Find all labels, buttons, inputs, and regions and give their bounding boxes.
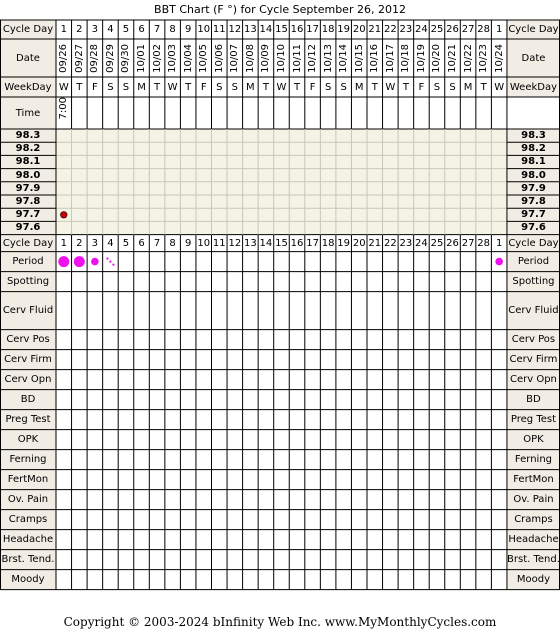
spotting-label-right: Spotting	[507, 272, 560, 292]
cycle-day-cell: 19	[336, 235, 352, 252]
cycle-day-cell: 4	[103, 20, 119, 39]
weekday-cell: W	[56, 77, 72, 97]
weekday-cell: W	[383, 77, 399, 97]
temp-tick-label: 97.7	[0, 208, 56, 221]
date-text: 10/24	[493, 43, 505, 73]
cerv-pos-label-right: Cerv Pos	[507, 330, 560, 350]
cycle-day-cell: 17	[305, 20, 321, 39]
cycle-day-cell: 7	[149, 20, 165, 39]
temp-tick-label: 97.6	[0, 221, 56, 234]
cycle-day-cell: 18	[320, 235, 336, 252]
cycle-day-cell: 3	[87, 20, 103, 39]
cycle-day-cell: 10	[196, 235, 212, 252]
date-text: 09/29	[104, 43, 116, 73]
preg-test-label-right: Preg Test	[507, 410, 560, 430]
weekday-cell: T	[180, 77, 196, 97]
date-cell	[72, 39, 88, 77]
date-cell	[398, 39, 414, 77]
time-cell	[274, 97, 290, 129]
cycle-day-cell: 1	[491, 20, 507, 39]
spotting-label: Spotting	[0, 272, 56, 292]
weekday-cell: W	[274, 77, 290, 97]
weekday-cell: F	[305, 77, 321, 97]
time-cell	[180, 97, 196, 129]
temp-tick-label-right: 98.3	[507, 129, 560, 142]
period-marker	[91, 258, 99, 266]
headache-label-right: Headache	[507, 530, 560, 550]
weekday-cell: S	[227, 77, 243, 97]
temp-tick-label-right: 97.7	[507, 208, 560, 221]
weekday-cell: T	[398, 77, 414, 97]
cycle-day-cell: 23	[398, 20, 414, 39]
cycle-day-cell: 10	[196, 20, 212, 39]
date-text: 10/05	[198, 43, 210, 73]
cycle-day-cell: 2	[72, 20, 88, 39]
cerv-firm-label: Cerv Firm	[0, 350, 56, 370]
time-cell	[460, 97, 476, 129]
date-text: 10/23	[478, 43, 490, 73]
period-label-right: Period	[507, 252, 560, 272]
cycle-day-cell: 26	[445, 235, 461, 252]
copyright-footer: Copyright © 2003-2024 bInfinity Web Inc. www.MyMonthlyCycles.com	[63, 615, 497, 629]
cycle-day-cell: 4	[103, 235, 119, 252]
date-cell	[274, 39, 290, 77]
cycle-day-cell: 14	[258, 235, 274, 252]
cycle-day-label-right: Cycle Day	[507, 20, 560, 39]
date-cell	[180, 39, 196, 77]
weekday-cell: S	[336, 77, 352, 97]
cerv-opn-label: Cerv Opn	[0, 370, 56, 390]
time-cell	[429, 97, 445, 129]
time-cell	[258, 97, 274, 129]
cycle-day-cell: 13	[243, 20, 259, 39]
time-cell	[212, 97, 228, 129]
date-text: 09/26	[58, 43, 70, 73]
temp-tick-label: 97.9	[0, 182, 56, 195]
cerv-firm-label-right: Cerv Firm	[507, 350, 560, 370]
weekday-cell: T	[149, 77, 165, 97]
ferning-label: Ferning	[0, 450, 56, 470]
weekday-label: WeekDay	[0, 77, 56, 97]
cycle-day-cell: 15	[274, 20, 290, 39]
weekday-cell: W	[491, 77, 507, 97]
date-text: 10/03	[167, 43, 179, 73]
date-cell	[118, 39, 134, 77]
temp-tick-label-right: 98.1	[507, 155, 560, 168]
cerv-fluid-label-right: Cerv Fluid	[507, 292, 560, 330]
cycle-day-cell: 22	[383, 235, 399, 252]
date-cell	[227, 39, 243, 77]
time-cell	[56, 97, 72, 129]
date-cell	[243, 39, 259, 77]
moody-label: Moody	[0, 570, 56, 590]
date-text: 10/18	[400, 43, 412, 73]
cycle-day-cell: 7	[149, 235, 165, 252]
cycle-day-cell: 12	[227, 20, 243, 39]
cycle-day-cell: 27	[460, 235, 476, 252]
cycle-day-cell: 25	[429, 235, 445, 252]
date-cell	[367, 39, 383, 77]
temp-tick-label-right: 97.9	[507, 182, 560, 195]
date-text: 10/22	[462, 43, 474, 73]
date-text: 09/27	[73, 43, 85, 73]
temperature-point	[60, 212, 67, 219]
time-cell	[243, 97, 259, 129]
cycle-day-label: Cycle Day	[0, 20, 56, 39]
date-cell	[351, 39, 367, 77]
date-cell	[134, 39, 150, 77]
date-cell	[491, 39, 507, 77]
cycle-day-cell: 22	[383, 20, 399, 39]
date-text: 10/02	[151, 43, 163, 73]
time-cell	[414, 97, 430, 129]
cycle-day-cell: 18	[320, 20, 336, 39]
preg-test-label: Preg Test	[0, 410, 56, 430]
cycle-day-cell: 8	[165, 20, 181, 39]
date-cell	[103, 39, 119, 77]
cycle-day-cell: 17	[305, 235, 321, 252]
ov-pain-label-right: Ov. Pain	[507, 490, 560, 510]
time-cell	[118, 97, 134, 129]
opk-label-right: OPK	[507, 430, 560, 450]
weekday-cell: M	[134, 77, 150, 97]
cycle-day-cell: 16	[289, 20, 305, 39]
temp-tick-label-right: 98.0	[507, 169, 560, 182]
period-label: Period	[0, 252, 56, 272]
time-cell	[398, 97, 414, 129]
cycle-day-cell: 27	[460, 20, 476, 39]
time-cell	[305, 97, 321, 129]
cycle-day-cell: 20	[351, 20, 367, 39]
moody-label-right: Moody	[507, 570, 560, 590]
temp-tick-label-right: 98.2	[507, 142, 560, 155]
cycle-day-cell: 21	[367, 235, 383, 252]
date-text: 10/07	[229, 43, 241, 73]
temp-tick-label-right: 97.8	[507, 195, 560, 208]
fertmon-label-right: FertMon	[507, 470, 560, 490]
bd-label: BD	[0, 390, 56, 410]
date-text: 10/16	[369, 43, 381, 73]
period-marker	[74, 256, 85, 267]
cycle-day-cell: 9	[180, 235, 196, 252]
temperature-area	[56, 129, 507, 235]
date-text: 10/01	[136, 43, 148, 73]
time-cell	[320, 97, 336, 129]
weekday-cell: F	[196, 77, 212, 97]
date-text: 10/08	[244, 43, 256, 73]
time-text: 7:00	[58, 97, 70, 120]
cycle-day-label: Cycle Day	[0, 235, 56, 252]
weekday-label-right: WeekDay	[507, 77, 560, 97]
cerv-pos-label: Cerv Pos	[0, 330, 56, 350]
date-cell	[320, 39, 336, 77]
headache-label: Headache	[0, 530, 56, 550]
weekday-cell: M	[243, 77, 259, 97]
cycle-day-cell: 12	[227, 235, 243, 252]
date-text: 10/10	[275, 43, 287, 73]
time-cell	[351, 97, 367, 129]
date-cell	[336, 39, 352, 77]
cycle-day-cell: 14	[258, 20, 274, 39]
date-cell	[414, 39, 430, 77]
cycle-day-cell: 11	[212, 235, 228, 252]
time-cell	[72, 97, 88, 129]
time-cell	[491, 97, 507, 129]
period-spotting-dot	[112, 264, 114, 266]
time-cell	[383, 97, 399, 129]
time-cell	[476, 97, 492, 129]
date-text: 09/28	[89, 43, 101, 73]
date-cell	[305, 39, 321, 77]
date-cell	[165, 39, 181, 77]
cycle-day-cell: 25	[429, 20, 445, 39]
time-cell	[445, 97, 461, 129]
cycle-day-cell: 21	[367, 20, 383, 39]
ov-pain-label: Ov. Pain	[0, 490, 56, 510]
weekday-cell: M	[460, 77, 476, 97]
brst-tend-label-right: Brst. Tend.	[507, 550, 560, 570]
date-label: Date	[0, 39, 56, 77]
time-cell	[87, 97, 103, 129]
date-cell	[258, 39, 274, 77]
cramps-label-right: Cramps	[507, 510, 560, 530]
date-cell	[87, 39, 103, 77]
cycle-day-cell: 3	[87, 235, 103, 252]
opk-label: OPK	[0, 430, 56, 450]
date-cell	[149, 39, 165, 77]
date-cell	[429, 39, 445, 77]
cycle-day-cell: 1	[491, 235, 507, 252]
weekday-cell: S	[103, 77, 119, 97]
date-text: 10/14	[338, 43, 350, 73]
brst-tend-label: Brst. Tend.	[0, 550, 56, 570]
period-spotting-dot	[109, 261, 111, 263]
cycle-day-cell: 9	[180, 20, 196, 39]
date-text: 10/04	[182, 43, 194, 73]
cycle-day-cell: 28	[476, 235, 492, 252]
date-label-right: Date	[507, 39, 560, 77]
weekday-cell: S	[320, 77, 336, 97]
date-cell	[383, 39, 399, 77]
weekday-cell: F	[414, 77, 430, 97]
date-text: 10/09	[260, 43, 272, 73]
time-cell	[196, 97, 212, 129]
date-text: 09/30	[120, 43, 132, 73]
date-cell	[212, 39, 228, 77]
date-text: 10/15	[353, 43, 365, 73]
cycle-day-cell: 16	[289, 235, 305, 252]
cycle-day-cell: 6	[134, 20, 150, 39]
cycle-day-cell: 1	[56, 235, 72, 252]
time-cell	[227, 97, 243, 129]
weekday-cell: M	[351, 77, 367, 97]
time-cell	[165, 97, 181, 129]
cerv-fluid-label: Cerv Fluid	[0, 292, 56, 330]
cycle-day-cell: 1	[56, 20, 72, 39]
cycle-day-cell: 5	[118, 235, 134, 252]
weekday-cell: T	[476, 77, 492, 97]
cycle-day-cell: 2	[72, 235, 88, 252]
time-cell	[336, 97, 352, 129]
time-cell	[367, 97, 383, 129]
temp-tick-label-right: 97.6	[507, 221, 560, 234]
chart-title: BBT Chart (F °) for Cycle September 26, 2012	[154, 3, 406, 16]
weekday-cell: S	[429, 77, 445, 97]
date-cell	[56, 39, 72, 77]
date-text: 10/21	[447, 43, 459, 73]
weekday-cell: T	[72, 77, 88, 97]
weekday-cell: T	[367, 77, 383, 97]
time-label: Time	[0, 97, 56, 129]
cycle-day-cell: 24	[414, 20, 430, 39]
weekday-cell: F	[87, 77, 103, 97]
date-cell	[289, 39, 305, 77]
cycle-day-cell: 26	[445, 20, 461, 39]
weekday-cell: S	[445, 77, 461, 97]
date-text: 10/06	[213, 43, 225, 73]
cerv-opn-label-right: Cerv Opn	[507, 370, 560, 390]
weekday-cell: W	[165, 77, 181, 97]
weekday-cell: S	[212, 77, 228, 97]
fertmon-label: FertMon	[0, 470, 56, 490]
date-text: 10/19	[415, 43, 427, 73]
temp-tick-label: 98.3	[0, 129, 56, 142]
date-text: 10/12	[307, 43, 319, 73]
weekday-cell: T	[258, 77, 274, 97]
cycle-day-cell: 13	[243, 235, 259, 252]
time-cell	[134, 97, 150, 129]
cycle-day-cell: 23	[398, 235, 414, 252]
cycle-day-cell: 8	[165, 235, 181, 252]
cycle-day-label-right: Cycle Day	[507, 235, 560, 252]
period-marker	[495, 258, 503, 266]
date-cell	[476, 39, 492, 77]
time-cell	[103, 97, 119, 129]
temp-tick-label: 98.1	[0, 155, 56, 168]
cycle-day-cell: 24	[414, 235, 430, 252]
time-cell	[149, 97, 165, 129]
date-text: 10/17	[384, 43, 396, 73]
date-text: 10/11	[291, 43, 303, 73]
date-cell	[445, 39, 461, 77]
weekday-cell: S	[118, 77, 134, 97]
temp-tick-label: 98.0	[0, 169, 56, 182]
ferning-label-right: Ferning	[507, 450, 560, 470]
date-text: 10/20	[431, 43, 443, 73]
date-cell	[460, 39, 476, 77]
date-text: 10/13	[322, 43, 334, 73]
cycle-day-cell: 28	[476, 20, 492, 39]
cramps-label: Cramps	[0, 510, 56, 530]
cycle-day-cell: 15	[274, 235, 290, 252]
date-cell	[196, 39, 212, 77]
cycle-day-cell: 19	[336, 20, 352, 39]
temp-tick-label: 98.2	[0, 142, 56, 155]
weekday-cell: T	[289, 77, 305, 97]
time-cell	[289, 97, 305, 129]
period-marker	[58, 256, 69, 267]
cycle-day-cell: 20	[351, 235, 367, 252]
bd-label-right: BD	[507, 390, 560, 410]
cycle-day-cell: 11	[212, 20, 228, 39]
period-spotting-dot	[106, 258, 108, 260]
cycle-day-cell: 6	[134, 235, 150, 252]
cycle-day-cell: 5	[118, 20, 134, 39]
temp-tick-label: 97.8	[0, 195, 56, 208]
